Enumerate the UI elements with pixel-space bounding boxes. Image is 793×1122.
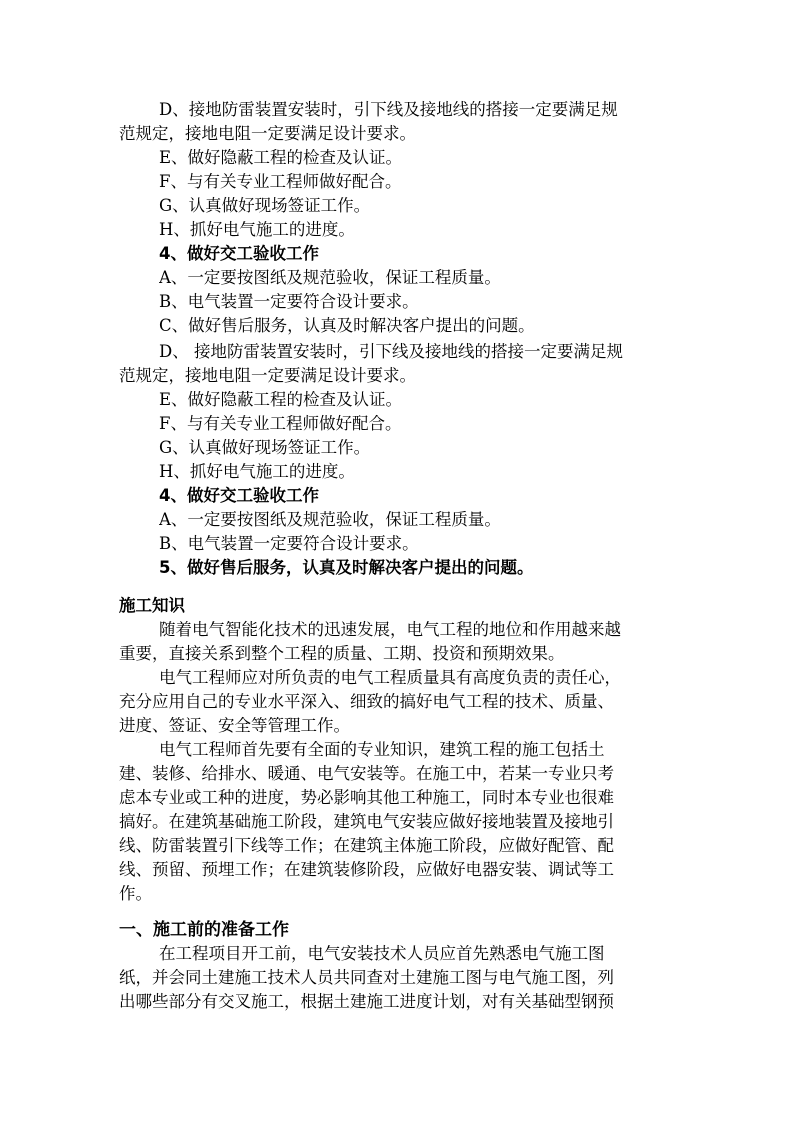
- item-d-line1: D、接地防雷装置安装时，引下线及接地线的搭接一定要满足规: [159, 100, 618, 119]
- paragraph-line: 纸，并会同土建施工技术人员共同查对土建施工图与电气施工图，列: [119, 968, 614, 987]
- item-a: A、一定要按图纸及规范验收，保证工程质量。: [159, 268, 501, 287]
- paragraph-line: 充分应用自己的专业水平深入、细致的搞好电气工程的技术、质量、: [119, 692, 614, 711]
- item-d-line2: 范规定，接地电阻一定要满足设计要求。: [119, 124, 416, 143]
- item-f: F、与有关专业工程师做好配合。: [159, 414, 402, 433]
- paragraph-line: 建、装修、给排水、暖通、电气安装等。在施工中，若某一专业只考: [119, 764, 614, 783]
- paragraph-line: 搞好。在建筑基础施工阶段，建筑电气安装应做好接地装置及接地引: [119, 812, 614, 831]
- paragraph-line: 线、预留、预埋工作；在建筑装修阶段，应做好电器安装、调试等工: [119, 860, 614, 879]
- item-h: H、抓好电气施工的进度。: [159, 462, 355, 481]
- paragraph-line: 虑本专业或工种的进度，势必影响其他工种施工，同时本专业也很难: [119, 788, 614, 807]
- item-c: C、做好售后服务，认真及时解决客户提出的问题。: [159, 316, 535, 335]
- item-g: G、认真做好现场签证工作。: [159, 438, 371, 457]
- acceptance-heading: 4、做好交工验收工作: [159, 244, 319, 263]
- paragraph-line: 出哪些部分有交叉施工，根据土建施工进度计划，对有关基础型钢预: [119, 992, 614, 1011]
- item-b: B、电气装置一定要符合设计要求。: [159, 292, 419, 311]
- prep-heading: 一、施工前的准备工作: [119, 920, 289, 940]
- item-f: F、与有关专业工程师做好配合。: [159, 172, 402, 191]
- paragraph-line: 电气工程师首先要有全面的专业知识，建筑工程的施工包括土: [159, 740, 605, 759]
- paragraph-line: 重要，直接关系到整个工程的质量、工期、投资和预期效果。: [119, 644, 565, 663]
- item-a: A、一定要按图纸及规范验收，保证工程质量。: [159, 510, 501, 529]
- item-e: E、做好隐蔽工程的检查及认证。: [159, 148, 403, 167]
- after-sales-heading: 5、做好售后服务，认真及时解决客户提出的问题。: [159, 558, 534, 577]
- item-b: B、电气装置一定要符合设计要求。: [159, 534, 419, 553]
- item-h: H、抓好电气施工的进度。: [159, 220, 355, 239]
- paragraph-line: 电气工程师应对所负责的电气工程质量具有高度负责的责任心，: [159, 668, 621, 687]
- item-d-line2: 范规定，接地电阻一定要满足设计要求。: [119, 366, 416, 385]
- paragraph-line: 线、防雷装置引下线等工作；在建筑主体施工阶段，应做好配管、配: [119, 836, 614, 855]
- item-d-line1: D、 接地防雷装置安装时，引下线及接地线的搭接一定要满足规: [159, 342, 623, 361]
- item-g: G、认真做好现场签证工作。: [159, 196, 371, 215]
- paragraph-line: 进度、签证、安全等管理工作。: [119, 716, 350, 735]
- paragraph-line: 随着电气智能化技术的迅速发展，电气工程的地位和作用越来越: [159, 620, 621, 639]
- acceptance-heading: 4、做好交工验收工作: [159, 486, 319, 505]
- knowledge-title: 施工知识: [119, 596, 185, 615]
- paragraph-line: 在工程项目开工前，电气安装技术人员应首先熟悉电气施工图: [159, 944, 605, 963]
- item-e: E、做好隐蔽工程的检查及认证。: [159, 390, 403, 409]
- paragraph-line: 作。: [119, 884, 152, 903]
